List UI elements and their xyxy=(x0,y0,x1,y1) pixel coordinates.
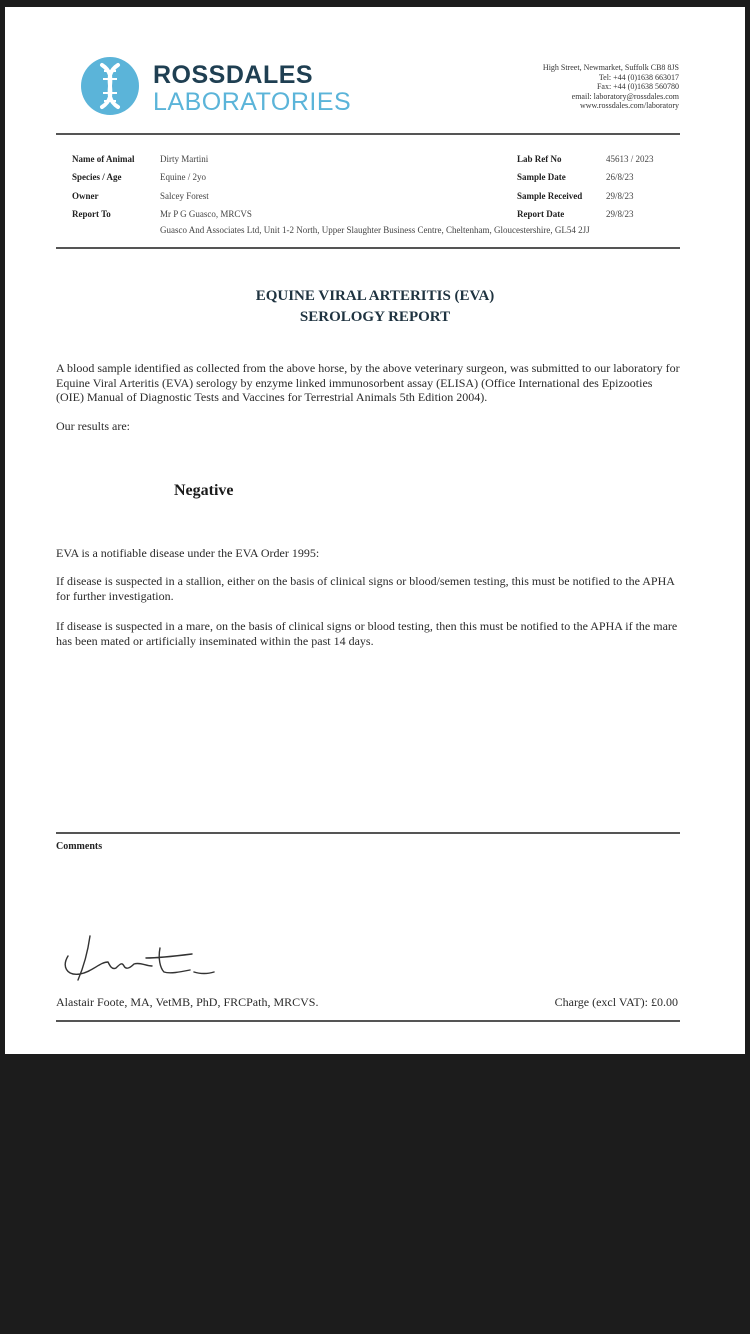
footer-divider xyxy=(56,1020,680,1022)
lab-address xyxy=(543,63,679,111)
animal-label: Name of Animal xyxy=(72,154,135,164)
animal-value: Dirty Martini xyxy=(160,154,209,164)
header-divider xyxy=(56,133,680,135)
intro-paragraph: A blood sample identified as collected from the above horse, by the above veterinary surgeon, was submitted to our laboratory for Equine Viral Arteritis (EVA) serology by enzyme linked immunosorbent assay (ELISA) (Office International des Epizooties (OIE) Manual of Diagnostic Tests and Vaccines for Terrestrial Animals 5th Edition 2004). xyxy=(56,361,680,404)
comments-label: Comments xyxy=(56,841,103,852)
species-label: Species / Age xyxy=(72,172,122,182)
report-subtitle: SEROLOGY REPORT xyxy=(299,309,451,325)
sample-date-value: 26/8/23 xyxy=(606,172,634,182)
signature-image xyxy=(60,932,220,989)
notifiable-note: EVA is a notifiable disease under the EVA Order 1995: xyxy=(56,546,320,560)
owner-label: Owner xyxy=(72,191,99,201)
charge-amount: Charge (excl VAT): £0.00 xyxy=(554,995,678,1009)
address-tel: Tel: +44 (0)1638 663017 xyxy=(598,72,679,82)
comments-divider xyxy=(56,832,680,834)
owner-value: Salcey Forest xyxy=(160,191,209,201)
report-to-value: Mr P G Guasco, MRCVS xyxy=(160,209,252,219)
mare-note: If disease is suspected in a mare, on the basis of clinical signs or blood testing, then this must be notified to the APHA if the mare has been mated or artificially inseminated within the past 14 days. xyxy=(56,619,678,648)
sample-date-label: Sample Date xyxy=(517,172,566,182)
results-intro: Our results are: xyxy=(56,419,130,433)
report-date-label: Report Date xyxy=(517,209,565,219)
signer-name: Alastair Foote, MA, VetMB, PhD, FRCPath, MRCVS. xyxy=(56,995,319,1009)
species-value: Equine / 2yo xyxy=(160,172,206,182)
report-page xyxy=(5,7,745,1054)
sample-received-value: 29/8/23 xyxy=(606,191,634,201)
sample-received-label: Sample Received xyxy=(517,191,583,201)
report-title: EQUINE VIRAL ARTERITIS (EVA) xyxy=(255,288,495,304)
logo-text-rossdales: ROSSDALES xyxy=(153,61,314,89)
address-street: High Street, Newmarket, Suffolk CB8 8JS xyxy=(542,63,679,72)
report-date-value: 29/8/23 xyxy=(606,209,634,219)
top-bar xyxy=(0,0,750,7)
report-to-label: Report To xyxy=(72,209,111,219)
address-email: email: laboratory@rossdales.com xyxy=(571,91,679,101)
stallion-note: If disease is suspected in a stallion, either on the basis of clinical signs or blood/semen testing, this must be notified to the APHA for further investigation. xyxy=(56,574,675,603)
report-to-address: Guasco And Associates Ltd, Unit 1-2 North, Upper Slaughter Business Centre, Cheltenham, Gloucestershire, GL54 2JJ xyxy=(160,225,590,235)
test-result: Negative xyxy=(174,482,234,499)
address-web: www.rossdales.com/laboratory xyxy=(579,101,679,110)
details-divider xyxy=(56,247,680,249)
company-logo xyxy=(81,57,381,127)
lab-ref-label: Lab Ref No xyxy=(517,154,562,164)
lab-ref-value: 45613 / 2023 xyxy=(606,154,654,164)
logo-text-laboratories: LABORATORIES xyxy=(153,88,352,116)
address-fax: Fax: +44 (0)1638 560780 xyxy=(596,82,679,91)
dna-helix-icon xyxy=(81,57,139,115)
